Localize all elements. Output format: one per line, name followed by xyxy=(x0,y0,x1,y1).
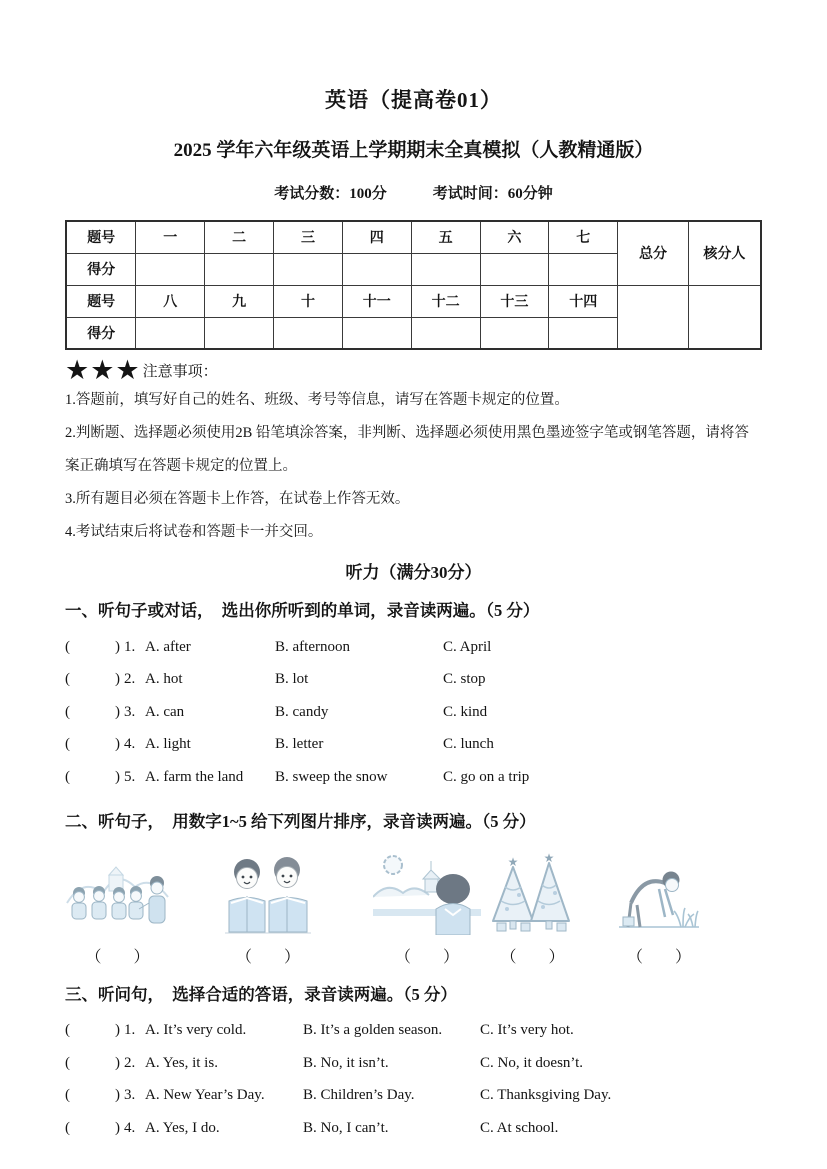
svg-text:★: ★ xyxy=(507,854,519,869)
question-number-label: 题号 xyxy=(66,285,136,317)
notice-list xyxy=(65,384,762,549)
question-number: 1. xyxy=(124,638,136,655)
answer-blank-close xyxy=(115,1087,145,1104)
question-row xyxy=(65,664,762,697)
option-c: C. At school. xyxy=(480,1119,559,1136)
question-number: 1. xyxy=(124,1022,136,1039)
option-a: A. can xyxy=(145,703,185,720)
option-b: B. Children’s Day. xyxy=(303,1087,415,1104)
question-number-label: 题号 xyxy=(66,221,136,253)
option-c: C. go on a trip xyxy=(443,768,530,785)
score-row-label: 得分 xyxy=(66,253,136,285)
exam-score-info: 考试分数：100分 xyxy=(274,186,387,202)
option-c: C. It’s very hot. xyxy=(480,1022,574,1039)
close-paren: ) xyxy=(115,671,120,688)
question-col: 十四 xyxy=(549,285,618,317)
option-b: B. candy xyxy=(275,703,329,720)
picture-answer-blank[interactable]: （ ） xyxy=(500,948,565,966)
option-c: C. stop xyxy=(443,671,486,688)
answer-blank-open[interactable]: ( xyxy=(65,703,70,720)
section-two-heading: 二、听句子， 用数字1~5 给下列图片排序，录音读两遍。（5 分） xyxy=(65,811,536,831)
option-a: A. Yes, I do. xyxy=(145,1119,220,1136)
field-trip-picture xyxy=(65,853,170,935)
answer-blank-close xyxy=(115,639,145,656)
picture-item xyxy=(223,855,313,967)
christmas-trees-picture xyxy=(485,851,580,935)
picture-item xyxy=(615,851,703,967)
close-paren: ) xyxy=(115,768,120,785)
picture-item xyxy=(65,853,170,967)
answer-blank-open[interactable]: ( xyxy=(65,638,70,655)
score-cell-empty xyxy=(549,253,618,285)
question-number: 2. xyxy=(124,671,136,688)
close-paren: ) xyxy=(115,638,120,655)
score-cell-empty xyxy=(274,317,343,349)
score-cell-empty xyxy=(342,253,411,285)
answer-blank-open[interactable]: ( xyxy=(65,768,70,785)
picture-answer-blank[interactable]: （ ） xyxy=(394,948,459,966)
picture-item xyxy=(485,851,580,967)
question-number: 4. xyxy=(124,1119,136,1136)
score-cell-empty xyxy=(205,253,274,285)
exam-info xyxy=(65,182,762,203)
winter-sunrise-picture xyxy=(373,851,481,935)
question-col: 十一 xyxy=(342,285,411,317)
score-cell-empty xyxy=(549,317,618,349)
listening-part-title: 听力（满分30分） xyxy=(345,563,482,582)
answer-blank-close xyxy=(115,671,145,688)
question-col: 九 xyxy=(205,285,274,317)
score-cell-empty xyxy=(411,253,480,285)
table-row xyxy=(66,221,761,253)
section-three-items xyxy=(65,1015,762,1145)
notice-item: 1.答题前，填写好自己的姓名、班级、考号等信息，请写在答题卡规定的位置。 xyxy=(65,392,569,408)
option-b: B. It’s a golden season. xyxy=(303,1022,443,1039)
question-number: 3. xyxy=(124,703,136,720)
answer-blank-open[interactable]: ( xyxy=(65,1087,70,1104)
answer-blank-open[interactable]: ( xyxy=(65,671,70,688)
question-col: 四 xyxy=(342,221,411,253)
answer-blank-open[interactable]: ( xyxy=(65,1022,70,1039)
notice-item: 2.判断题、选择题必须使用2B 铅笔填涂答案，非判断、选择题必须使用黑色墨迹签字笔或钢笔答题，请将答案正确填写在答题卡规定的位置上。 xyxy=(65,425,749,474)
exam-time-info: 考试时间：60分钟 xyxy=(432,186,553,202)
option-a: A. New Year’s Day. xyxy=(145,1087,265,1104)
score-cell-empty xyxy=(136,253,205,285)
question-row xyxy=(65,1047,762,1080)
question-col: 五 xyxy=(411,221,480,253)
option-a: A. farm the land xyxy=(145,768,244,785)
score-row-label: 得分 xyxy=(66,317,136,349)
option-c: C. April xyxy=(443,638,492,655)
option-a: A. hot xyxy=(145,671,183,688)
boys-reading-picture xyxy=(223,855,313,935)
answer-blank-open[interactable]: ( xyxy=(65,1054,70,1071)
question-col: 八 xyxy=(136,285,205,317)
question-row xyxy=(65,761,762,794)
option-c: C. lunch xyxy=(443,736,494,753)
close-paren: ) xyxy=(115,1022,120,1039)
notice-header xyxy=(65,357,762,384)
total-score-label: 总分 xyxy=(618,221,689,285)
score-cell-empty xyxy=(342,317,411,349)
option-b: B. No, I can’t. xyxy=(303,1119,389,1136)
picture-answer-blank[interactable]: （ ） xyxy=(85,948,150,966)
option-b: B. sweep the snow xyxy=(275,768,388,785)
option-b: B. lot xyxy=(275,671,309,688)
option-a: A. It’s very cold. xyxy=(145,1022,247,1039)
question-col: 三 xyxy=(274,221,343,253)
checker-label: 核分人 xyxy=(688,221,761,285)
three-stars-icon: ★★★ xyxy=(65,355,141,385)
picture-ordering-row xyxy=(65,851,762,967)
answer-blank-close xyxy=(115,1022,145,1039)
question-row xyxy=(65,696,762,729)
option-b: B. letter xyxy=(275,736,324,753)
close-paren: ) xyxy=(115,703,120,720)
score-cell-empty xyxy=(480,253,549,285)
notice-item: 3.所有题目必须在答题卡上作答，在试卷上作答无效。 xyxy=(65,491,410,507)
question-row xyxy=(65,1080,762,1113)
close-paren: ) xyxy=(115,736,120,753)
notice-title: 注意事项： xyxy=(142,364,218,380)
option-b: B. afternoon xyxy=(275,638,350,655)
question-col: 二 xyxy=(205,221,274,253)
picture-item xyxy=(373,851,481,967)
option-c: C. Thanksgiving Day. xyxy=(480,1087,612,1104)
question-row xyxy=(65,729,762,762)
checker-cell-empty xyxy=(688,285,761,349)
total-score-cell-empty xyxy=(618,285,689,349)
answer-blank-close xyxy=(115,1120,145,1137)
close-paren: ) xyxy=(115,1119,120,1136)
score-cell-empty xyxy=(136,317,205,349)
question-col: 十三 xyxy=(480,285,549,317)
score-cell-empty xyxy=(411,317,480,349)
option-c: C. kind xyxy=(443,703,488,720)
option-a: A. Yes, it is. xyxy=(145,1054,218,1071)
farming-picture xyxy=(615,851,703,935)
option-c: C. No, it doesn’t. xyxy=(480,1054,584,1071)
answer-blank-close xyxy=(115,1055,145,1072)
question-col: 十二 xyxy=(411,285,480,317)
option-a: A. light xyxy=(145,736,191,753)
section-one-heading: 一、听句子或对话， 选出你所听到的单词，录音读两遍。（5 分） xyxy=(65,601,540,620)
notice-item: 4.考试结束后将试卷和答题卡一并交回。 xyxy=(65,524,323,540)
question-row xyxy=(65,631,762,664)
svg-text:★: ★ xyxy=(543,850,555,865)
score-cell-empty xyxy=(274,253,343,285)
exam-subtitle: 2025 学年六年级英语上学期期末全真模拟（人教精通版） xyxy=(173,140,654,161)
answer-blank-close xyxy=(115,769,145,786)
question-number: 3. xyxy=(124,1087,136,1104)
score-cell-empty xyxy=(480,317,549,349)
picture-answer-blank[interactable]: （ ） xyxy=(235,948,300,966)
close-paren: ) xyxy=(115,1054,120,1071)
picture-answer-blank[interactable]: （ ） xyxy=(626,948,691,966)
question-row xyxy=(65,1112,762,1145)
question-number: 2. xyxy=(124,1054,136,1071)
question-col: 十 xyxy=(274,285,343,317)
score-table xyxy=(65,220,762,350)
question-col: 一 xyxy=(136,221,205,253)
table-row xyxy=(66,285,761,317)
answer-blank-open[interactable]: ( xyxy=(65,736,70,753)
question-number: 5. xyxy=(124,768,136,785)
answer-blank-close xyxy=(115,704,145,721)
answer-blank-open[interactable]: ( xyxy=(65,1119,70,1136)
section-three-heading: 三、听问句， 选择合适的答语，录音读两遍。（5 分） xyxy=(65,984,457,1004)
section-one-items xyxy=(65,631,762,794)
option-b: B. No, it isn’t. xyxy=(303,1054,389,1071)
exam-title: 英语（提高卷01） xyxy=(325,88,502,112)
question-number: 4. xyxy=(124,736,136,753)
question-row xyxy=(65,1015,762,1048)
answer-blank-close xyxy=(115,736,145,753)
score-cell-empty xyxy=(205,317,274,349)
close-paren: ) xyxy=(115,1087,120,1104)
question-col: 七 xyxy=(549,221,618,253)
question-col: 六 xyxy=(480,221,549,253)
option-a: A. after xyxy=(145,638,191,655)
